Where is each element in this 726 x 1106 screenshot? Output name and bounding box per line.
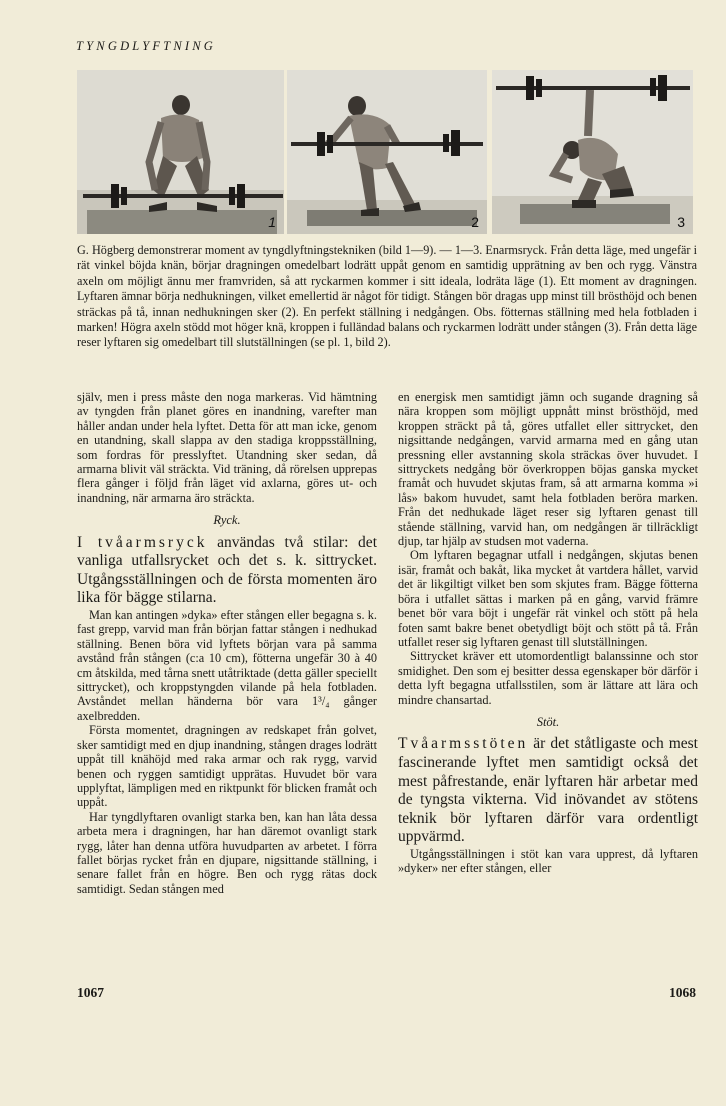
figure-caption xyxy=(77,243,697,351)
photo-3-number: 3 xyxy=(677,214,685,230)
caption-text: G. Högberg demonstrerar moment av tyngdlyftningstekniken (bild 1—9). — 1—3. Enarmsryck. Från detta läge, med ungefär i rät vinkel böjda knän, börjar dragningen omedelbart lodrätt uppåt genom en samtidig upprätning av ben och rygg. Vänstra axeln om möjligt ännu mer framvriden, så att ryckarmen kommer i sitt ideala, lodräta läge (1). Ett moment av dragningen. Lyftaren ämnar börja nedhukningen, vilket emellertid är något för tidigt. Stången bör dragas upp minst till brösthöjd och benen sträckas på tå, innan nedhukningen sker (2). En perfekt ställning i nedgången. Obs. fötternas ställning med hela fotbladen i marken! Högra axeln stödd mot höger knä, kroppen i fulländad balans och ryckarmen lodrätt under stången (3). Från detta läge reser lyftaren sig omedelbart till slutställningen (se pl. 1, bild 2). xyxy=(77,243,697,350)
page-number-left: 1067 xyxy=(77,985,104,1000)
right-paragraph-1: en energisk men samtidigt jämn och sugande dragning så nära kroppen som möjligt uppnått minst brösthöjd, med kroppen sträckt på tå, göres utfallet eller sittrycket, den nigsittande nedgången, varvid armarna med en gång utan pressning eller avstanning skola sträckas över huvudet. I sittryckets nedgång bör överkroppen böjas ganska mycket framåt och huvudet skjutas fram, så att armarna komma »i lås» bakom huvudet, samt hela fotbladen beröra marken. Från det nedhukade läget reser sig lyftaren genast till stående ställning, varvid han, om nedgången är tillräckligt djup, tar hjälp av studsen mot vaderna. xyxy=(398,390,698,549)
lead-spaced-ryck: I tvåarmsryck xyxy=(77,533,208,551)
lead-spaced-stot: Tvåarmsstöten xyxy=(398,735,529,753)
subhead-stot: Stöt. xyxy=(536,714,560,729)
photo-2-number: 2 xyxy=(471,214,479,230)
photo-1-image xyxy=(77,70,284,234)
right-column xyxy=(398,390,698,876)
left-paragraph-1: själv, men i press måste den noga markeras. Vid hämtning av tyngden från planet göres en inandning, varefter man håller andan under hela lyftet. Detta för att man icke, genom en utandning, skall slappa av den stadiga kroppsställning, som fordras för presslyftet. Utandning sker sedan, då armarna blivit väl sträckta. Vid träning, då rörelsen upprepas flera gånger i följd från läget vid axlarna, göres ut- och inandning, när armarna äro sträckta. xyxy=(77,390,377,505)
left-paragraph-2: Man kan antingen »dyka» efter stången eller begagna s. k. fast grepp, varvid man från början fattar stången i nedhukad ställning. Benen böra vid lyftets början vara på samma avstånd från stången (c:a 10 cm), fötterna ungefär 30 à 40 cm åtskilda, med tårna snett utåtriktade (detta gäller speciellt sittrycket), och kroppstyngden vilande på hela fotbladen. Avståndet mellan händerna bör vara 1³/₄ gånger axelbredden. xyxy=(77,608,377,723)
photo-2 xyxy=(287,70,487,234)
running-head: TYNGDLYFTNING xyxy=(76,39,217,53)
photo-2-image xyxy=(287,70,487,234)
right-paragraph-4: Utgångsställningen i stöt kan vara upprest, då lyftaren »dyker» ner efter stången, eller xyxy=(398,846,698,876)
right-paragraph-2: Om lyftaren begagnar utfall i nedgången, skjutas benen isär, framåt och bakåt, lika mycket åt vartdera hållet, varvid det är likgiltigt vilket ben som skjutes fram. Bägge fötterna böra i utfallet sättas i marken på en gång, varvid främre benet bör vara böjt i ungefär rät vinkel och stött på hela foten samt bakre benet obetydligt böjt och stött på tå. Från utfallet reser sig lyftaren genast till slutställningen. xyxy=(398,548,698,649)
left-column xyxy=(77,390,377,896)
photo-3 xyxy=(492,70,693,234)
lead-rest-stot: är det ståtligaste och mest fascinerande lyftet men samtidigt också det mest påfrestande, enär lyftaren här arbetar med de tyngsta vikterna. Vid inövandet av stötens teknik bör lyftaren därför vara ordentligt uppvärmd. xyxy=(398,735,698,846)
photo-1-number: 1 xyxy=(268,214,276,230)
photo-1 xyxy=(77,70,284,234)
page-number-right: 1068 xyxy=(669,985,696,1000)
right-paragraph-3: Sittrycket kräver ett utomordentligt balanssinne och stor smidighet. Den som ej besitter dessa egenskaper bör därför i detta lyft begagna utfallsstilen, som är lättare att lära och mindre chansartad. xyxy=(398,649,698,707)
lead-paragraph-stot xyxy=(398,735,698,847)
left-paragraph-3: Första momentet, dragningen av redskapet från golvet, sker samtidigt med en djup inandning, stången drages lodrätt uppåt till knähöjd med raka armar och rak rygg, varvid benen och ryggen samtidigt upprätas. Huvudet bör vara upplyftat, lämpligen med en riktpunkt för blicken framåt och uppåt. xyxy=(77,723,377,810)
subhead-ryck: Ryck. xyxy=(213,513,241,528)
photo-strip xyxy=(77,70,693,234)
left-paragraph-4: Har tyngdlyftaren ovanligt starka ben, kan han låta dessa arbeta mera i dragningen, har han däremot ovanligt stark rygg, låter han denna utföra huvudparten av arbetet. I förra fallet börjas rycket från en djupare, nigsittande ställning, i senare fallet från en högre. Ben och rygg rätas dock samtidigt. Sedan stången med xyxy=(77,809,377,896)
lead-rest-ryck: användas två stilar: det vanliga utfallsrycket och det s. k. sittrycket. Utgångsställningen och de första momenten äro lika för bägge stilarna. xyxy=(77,533,377,607)
lead-paragraph-ryck xyxy=(77,534,377,608)
photo-3-image xyxy=(492,70,693,234)
